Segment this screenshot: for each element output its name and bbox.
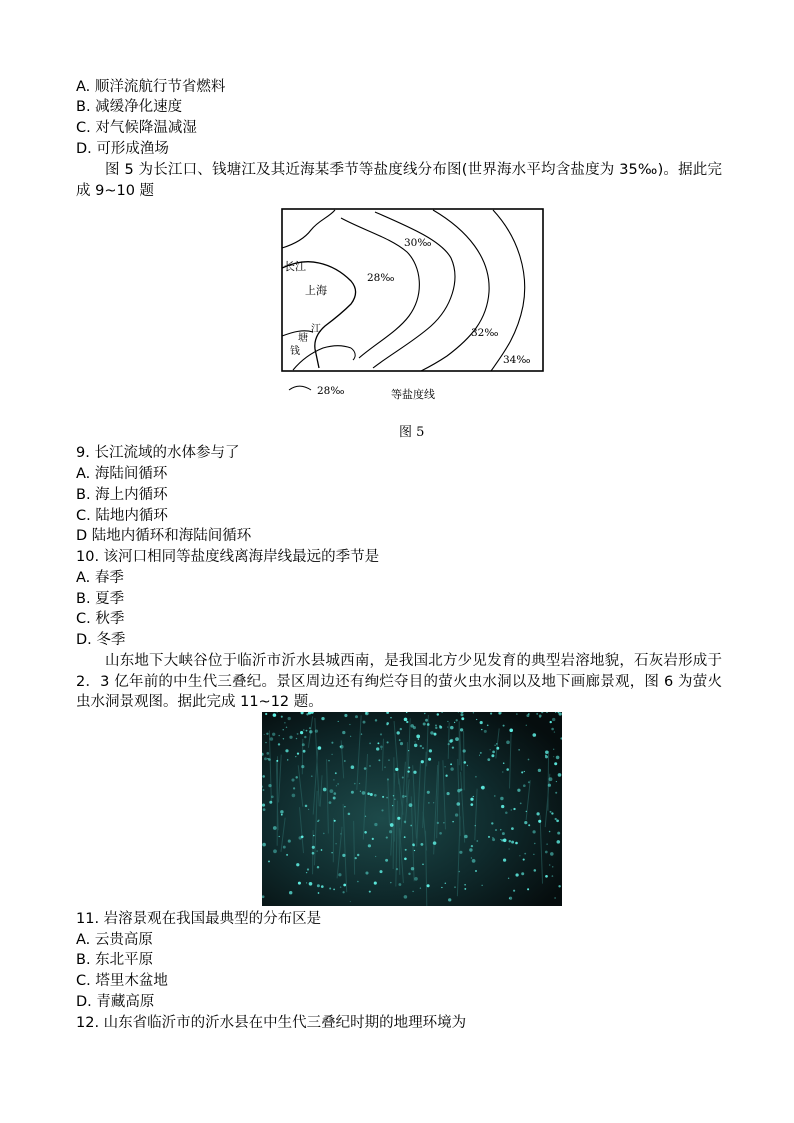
q10-option-b: B. 夏季	[76, 591, 125, 607]
q10-option-d: D. 冬季	[76, 632, 126, 648]
q11-option-c: C. 塔里木盆地	[76, 973, 168, 989]
label-jiang: 江	[311, 324, 321, 335]
q10-stem: 10. 该河口相同等盐度线离海岸线最远的季节是	[76, 549, 380, 565]
q8-option-d: D. 可形成渔场	[76, 141, 169, 157]
q8-option-b: B. 减缓净化速度	[76, 99, 183, 115]
label-changjiang: 长江	[284, 260, 306, 273]
isohaline-30-label: 30‰	[404, 237, 432, 249]
legend-line-symbol	[289, 386, 311, 390]
label-shanghai: 上海	[305, 284, 327, 297]
isohaline-34-label: 34‰	[503, 354, 531, 366]
isohaline-map	[281, 208, 545, 408]
intro-paragraph-fig5: 图 5 为长江口、钱塘江及其近海某季节等盐度线分布图(世界海水平均含盐度为 35‰)。据此完成 9~10 题	[76, 162, 722, 199]
q9-option-a: A. 海陆间循环	[76, 466, 168, 482]
q11-option-a: A. 云贵高原	[76, 932, 153, 948]
q10-option-c: C. 秋季	[76, 611, 125, 627]
q9-option-d: D 陆地内循环和海陆间循环	[76, 528, 252, 544]
legend-value: 28‰	[317, 385, 345, 397]
isohaline-32-label: 32‰	[471, 327, 499, 339]
intro-paragraph-fig6: 山东地下大峡谷位于临沂市沂水县城西南，是我国北方少见发育的典型岩溶地貌，石灰岩形成于 2．3 亿年前的中生代三叠纪。景区周边还有绚烂夺目的萤火虫水洞以及地下画廊景观，图 6 为萤火虫水洞景观图。据此完成 11~12 题。	[76, 653, 722, 710]
q9-option-c: C. 陆地内循环	[76, 508, 168, 524]
q11-option-d: D. 青藏高原	[76, 994, 155, 1010]
q11-option-b: B. 东北平原	[76, 952, 154, 968]
q9-option-b: B. 海上内循环	[76, 487, 168, 503]
q10-option-a: A. 春季	[76, 570, 124, 586]
glowworm-cave-photo	[262, 712, 562, 906]
q11-stem: 11. 岩溶景观在我国最典型的分布区是	[76, 911, 322, 927]
q9-stem: 9. 长江流域的水体参与了	[76, 445, 240, 461]
label-tang: 塘	[298, 333, 308, 344]
isohaline-28-label: 28‰	[367, 272, 395, 284]
legend-label: 等盐度线	[391, 388, 435, 401]
q8-option-c: C. 对气候降温减湿	[76, 120, 197, 136]
label-qian: 钱	[290, 346, 300, 357]
q8-option-a: A. 顺洋流航行节省燃料	[76, 79, 226, 95]
glowworm-cave-image	[262, 712, 562, 906]
q12-stem: 12. 山东省临沂市的沂水县在中生代三叠纪时期的地理环境为	[76, 1015, 467, 1031]
figure-5-caption: 图 5	[399, 425, 425, 440]
